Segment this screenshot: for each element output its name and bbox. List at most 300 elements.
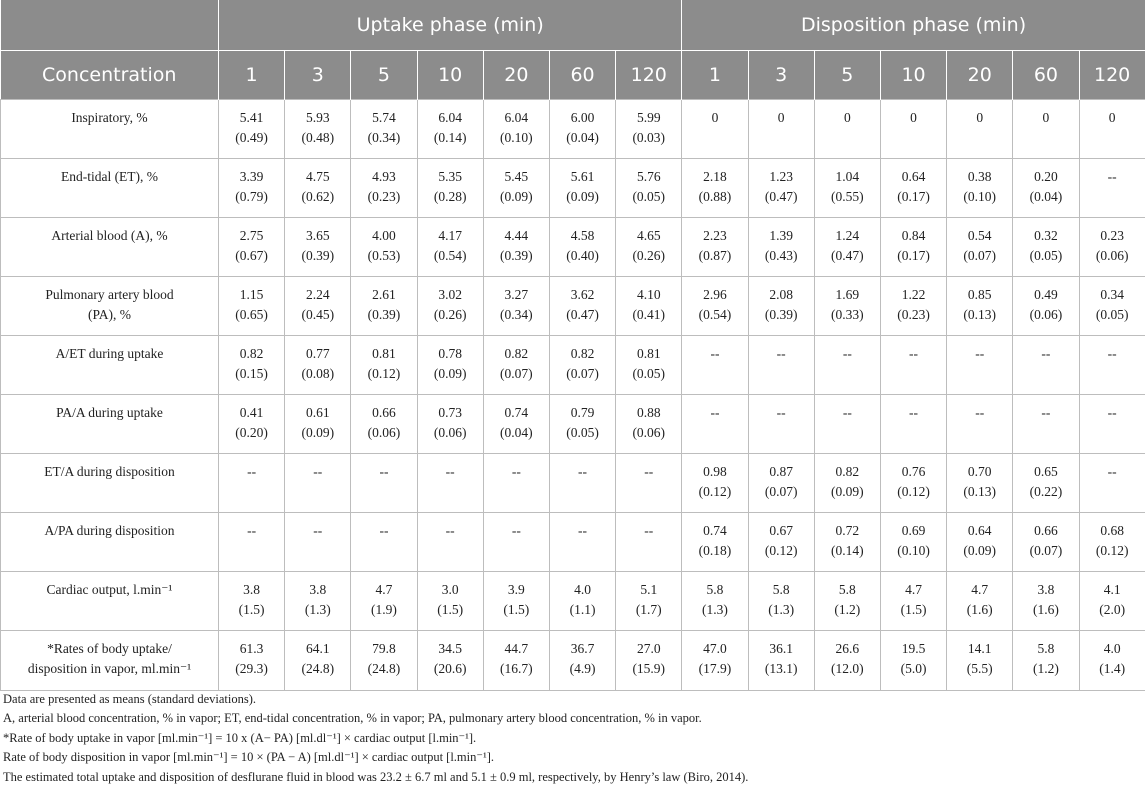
value-cell [285, 336, 351, 395]
sd-value: (0.10) [500, 130, 533, 145]
mean-value: 0 [843, 110, 851, 125]
value-cell [549, 277, 615, 336]
value-cell [219, 631, 285, 691]
sd-value: (0.23) [897, 307, 930, 322]
mean-value: 0 [711, 110, 719, 125]
mean-value: 36.1 [769, 641, 793, 656]
mean-value: -- [1107, 464, 1117, 479]
value-cell [947, 100, 1013, 159]
value-cell [1079, 277, 1145, 336]
mean-value: -- [776, 405, 786, 420]
row-label [1, 336, 219, 395]
row-label-line: A/PA during disposition [44, 523, 175, 538]
mean-value: 0.73 [438, 405, 462, 420]
table-body [1, 100, 1145, 691]
table-row [1, 454, 1145, 513]
mean-value: 26.6 [835, 641, 860, 656]
sd-value: (0.34) [500, 307, 533, 322]
value-cell [285, 572, 351, 631]
mean-value: 0.81 [636, 346, 661, 361]
table-row [1, 159, 1145, 218]
sd-value: (0.08) [301, 366, 335, 381]
value-cell [483, 277, 549, 336]
mean-value: 4.58 [570, 228, 595, 243]
mean-value: 0.78 [438, 346, 462, 361]
header-corner [1, 0, 219, 51]
mean-value: 0.74 [703, 523, 727, 538]
sd-value: (0.10) [963, 189, 997, 204]
sd-value: (0.07) [963, 248, 997, 263]
value-cell [483, 631, 549, 691]
sd-value: (13.1) [764, 661, 798, 676]
value-cell [417, 454, 483, 513]
mean-value: 5.8 [772, 582, 790, 597]
sd-value: (0.47) [764, 189, 798, 204]
mean-value: 0.72 [835, 523, 860, 538]
mean-value: 0.87 [769, 464, 793, 479]
value-cell [1013, 159, 1079, 218]
mean-value: 0.82 [239, 346, 264, 361]
value-cell [616, 100, 682, 159]
mean-value: 0.66 [1034, 523, 1058, 538]
mean-value: 1.22 [901, 287, 926, 302]
sd-value: (0.88) [698, 189, 732, 204]
value-cell [1079, 336, 1145, 395]
value-cell [748, 395, 814, 454]
value-cell [417, 218, 483, 277]
mean-value: -- [1107, 405, 1117, 420]
mean-value: 4.93 [372, 169, 396, 184]
mean-value: 5.8 [706, 582, 724, 597]
value-cell [351, 277, 417, 336]
table-row [1, 631, 1145, 691]
sd-value: (0.05) [1029, 248, 1063, 263]
mean-value: 4.7 [375, 582, 393, 597]
value-cell [814, 454, 880, 513]
value-cell [880, 100, 946, 159]
mean-value: 5.8 [1037, 641, 1055, 656]
mean-value: 4.7 [971, 582, 989, 597]
value-cell [814, 218, 880, 277]
uptake-phase-header: Uptake phase (min) [219, 0, 682, 51]
mean-value: 4.0 [1103, 641, 1121, 656]
value-cell [285, 395, 351, 454]
mean-value: 1.23 [769, 169, 793, 184]
mean-value: 3.27 [504, 287, 529, 302]
value-cell [1079, 513, 1145, 572]
value-cell [748, 454, 814, 513]
value-cell [219, 218, 285, 277]
value-cell [616, 454, 682, 513]
value-cell [814, 336, 880, 395]
mean-value: -- [975, 405, 985, 420]
value-cell [1013, 100, 1079, 159]
value-cell [616, 631, 682, 691]
table-row [1, 395, 1145, 454]
value-cell [1079, 100, 1145, 159]
mean-value: 0.32 [1034, 228, 1058, 243]
row-label-line: Cardiac output, l.min⁻¹ [46, 582, 173, 597]
mean-value: 14.1 [967, 641, 992, 656]
sd-value: (0.26) [632, 248, 666, 263]
sd-value: (0.39) [764, 307, 798, 322]
sd-value: (0.39) [367, 307, 401, 322]
value-cell [880, 395, 946, 454]
value-cell [1079, 572, 1145, 631]
sd-value: (0.12) [1095, 543, 1129, 558]
sd-value: (0.07) [1029, 543, 1063, 558]
mean-value: -- [313, 523, 323, 538]
row-label [1, 631, 219, 691]
value-cell [947, 572, 1013, 631]
mean-value: 4.7 [905, 582, 922, 597]
sd-value: (0.41) [632, 307, 666, 322]
mean-value: 5.1 [640, 582, 658, 597]
mean-value: 6.00 [570, 110, 595, 125]
footnote-line: *Rate of body uptake in vapor [ml.min⁻¹] = 10 x (A− PA) [ml.dl⁻¹] × cardiac output [l.min⁻¹]. [3, 730, 477, 745]
value-cell [285, 100, 351, 159]
sd-value: (0.28) [433, 189, 467, 204]
mean-value: 0.74 [504, 405, 529, 420]
mean-value: 4.17 [438, 228, 462, 243]
value-cell [1079, 395, 1145, 454]
value-cell [285, 631, 351, 691]
value-cell [483, 572, 549, 631]
value-cell [549, 218, 615, 277]
mean-value: 0.69 [901, 523, 926, 538]
table-row [1, 277, 1145, 336]
mean-value: 0 [976, 110, 984, 125]
uptake-time-header: 10 [417, 51, 483, 100]
mean-value: 0.82 [504, 346, 529, 361]
table-footnotes [3, 690, 1143, 787]
sd-value: (0.17) [897, 189, 930, 204]
mean-value: -- [909, 346, 919, 361]
sd-value: (0.06) [367, 425, 401, 440]
value-cell [682, 395, 748, 454]
sd-value: (16.7) [500, 661, 533, 676]
mean-value: 0.49 [1034, 287, 1058, 302]
sd-value: (1.5) [900, 602, 927, 617]
value-cell [880, 572, 946, 631]
sd-value: (0.09) [500, 189, 533, 204]
sd-value: (0.05) [632, 366, 666, 381]
sd-value: (5.5) [966, 661, 993, 676]
mean-value: 0.70 [967, 464, 992, 479]
value-cell [682, 100, 748, 159]
mean-value: -- [1107, 346, 1117, 361]
value-cell [549, 395, 615, 454]
sd-value: (1.2) [834, 602, 861, 617]
table-row [1, 218, 1145, 277]
sd-value: (0.06) [1029, 307, 1063, 322]
sd-value: (0.48) [301, 130, 335, 145]
value-cell [748, 572, 814, 631]
sd-value: (0.12) [367, 366, 401, 381]
footnote-line: Data are presented as means (standard deviations). [3, 692, 257, 706]
mean-value: 5.41 [239, 110, 264, 125]
mean-value: 4.1 [1103, 582, 1121, 597]
row-label-line: *Rates of body uptake/ [47, 641, 172, 656]
mean-value: 61.3 [239, 641, 264, 656]
value-cell [351, 631, 417, 691]
value-cell [1013, 513, 1079, 572]
table-row [1, 572, 1145, 631]
value-cell [219, 336, 285, 395]
sd-value: (0.15) [235, 366, 268, 381]
mean-value: -- [247, 464, 257, 479]
value-cell [549, 100, 615, 159]
mean-value: 3.39 [239, 169, 264, 184]
mean-value: -- [379, 523, 389, 538]
mean-value: 1.15 [239, 287, 264, 302]
sd-value: (0.34) [367, 130, 401, 145]
mean-value: 5.74 [372, 110, 396, 125]
value-cell [417, 395, 483, 454]
value-cell [351, 572, 417, 631]
value-cell [483, 159, 549, 218]
mean-value: 0.61 [305, 405, 330, 420]
value-cell [1013, 454, 1079, 513]
value-cell [814, 572, 880, 631]
value-cell [1013, 395, 1079, 454]
sd-value: (0.04) [500, 425, 533, 440]
mean-value: 0.34 [1100, 287, 1124, 302]
value-cell [219, 277, 285, 336]
mean-value: -- [445, 464, 455, 479]
value-cell [1013, 218, 1079, 277]
mean-value: -- [313, 464, 323, 479]
value-cell [682, 631, 748, 691]
value-cell [285, 218, 351, 277]
mean-value: 0.54 [967, 228, 992, 243]
value-cell [880, 513, 946, 572]
value-cell [219, 395, 285, 454]
value-cell [814, 277, 880, 336]
sd-value: (0.07) [566, 366, 599, 381]
sd-value: (1.3) [768, 602, 795, 617]
value-cell [616, 336, 682, 395]
value-cell [1013, 336, 1079, 395]
value-cell [748, 100, 814, 159]
mean-value: 0.88 [636, 405, 661, 420]
sd-value: (0.06) [1095, 248, 1129, 263]
disposition-phase-header: Disposition phase (min) [682, 0, 1145, 51]
sd-value: (0.09) [301, 425, 335, 440]
mean-value: 3.65 [305, 228, 330, 243]
value-cell [351, 100, 417, 159]
value-cell [351, 218, 417, 277]
value-cell [880, 336, 946, 395]
mean-value: 0.98 [703, 464, 727, 479]
mean-value: 1.04 [835, 169, 860, 184]
mean-value: 2.23 [703, 228, 727, 243]
mean-value: -- [644, 464, 654, 479]
sd-value: (2.0) [1099, 602, 1126, 617]
value-cell [219, 159, 285, 218]
value-cell [417, 631, 483, 691]
mean-value: -- [776, 346, 786, 361]
mean-value: 0.82 [835, 464, 860, 479]
mean-value: 5.8 [838, 582, 856, 597]
sd-value: (0.04) [1029, 189, 1063, 204]
uptake-time-header: 3 [285, 51, 351, 100]
mean-value: 4.65 [636, 228, 661, 243]
value-cell [947, 513, 1013, 572]
mean-value: -- [247, 523, 257, 538]
value-cell [417, 513, 483, 572]
sd-value: (1.2) [1032, 661, 1059, 676]
mean-value: -- [578, 464, 588, 479]
disposition-time-header: 10 [880, 51, 946, 100]
sd-value: (0.23) [367, 189, 401, 204]
sd-value: (24.8) [301, 661, 335, 676]
uptake-time-header: 120 [616, 51, 682, 100]
mean-value: 2.08 [769, 287, 793, 302]
uptake-time-header: 5 [351, 51, 417, 100]
mean-value: 1.39 [769, 228, 793, 243]
value-cell [417, 100, 483, 159]
value-cell [748, 218, 814, 277]
row-label-line: Pulmonary artery blood [45, 287, 174, 302]
sd-value: (1.3) [304, 602, 331, 617]
sd-value: (0.54) [433, 248, 467, 263]
mean-value: 19.5 [901, 641, 926, 656]
mean-value: 4.10 [636, 287, 661, 302]
mean-value: 2.18 [703, 169, 727, 184]
mean-value: 5.61 [570, 169, 595, 184]
sd-value: (0.17) [897, 248, 930, 263]
sd-value: (1.7) [635, 602, 662, 617]
row-label [1, 218, 219, 277]
sd-value: (1.5) [437, 602, 464, 617]
value-cell [682, 454, 748, 513]
mean-value: -- [1041, 405, 1051, 420]
value-cell [285, 277, 351, 336]
sd-value: (0.47) [831, 248, 864, 263]
value-cell [549, 631, 615, 691]
mean-value: 0.84 [901, 228, 926, 243]
sd-value: (0.06) [433, 425, 467, 440]
value-cell [880, 159, 946, 218]
sd-value: (17.9) [698, 661, 732, 676]
mean-value: 6.04 [504, 110, 529, 125]
mean-value: 3.8 [243, 582, 261, 597]
mean-value: 3.9 [507, 582, 525, 597]
value-cell [219, 100, 285, 159]
disposition-time-header: 120 [1079, 51, 1145, 100]
mean-value: 64.1 [305, 641, 330, 656]
value-cell [549, 572, 615, 631]
sd-value: (0.05) [1095, 307, 1129, 322]
footnote-line: Rate of body disposition in vapor [ml.min⁻¹] = 10 × (PA − A) [ml.dl⁻¹] × cardiac output [l.min⁻¹]. [3, 750, 495, 765]
mean-value: 3.0 [441, 582, 459, 597]
value-cell [814, 100, 880, 159]
disposition-time-header: 5 [814, 51, 880, 100]
value-cell [219, 513, 285, 572]
mean-value: 0.20 [1034, 169, 1058, 184]
value-cell [880, 218, 946, 277]
value-cell [549, 336, 615, 395]
value-cell [417, 336, 483, 395]
uptake-time-header: 20 [483, 51, 549, 100]
mean-value: -- [842, 346, 852, 361]
value-cell [483, 218, 549, 277]
sd-value: (15.9) [632, 661, 666, 676]
value-cell [549, 454, 615, 513]
mean-value: 2.75 [239, 228, 264, 243]
value-cell [1079, 218, 1145, 277]
sd-value: (1.1) [569, 602, 596, 617]
sd-value: (0.53) [367, 248, 401, 263]
mean-value: -- [445, 523, 455, 538]
value-cell [1013, 277, 1079, 336]
sd-value: (0.09) [433, 366, 467, 381]
sd-value: (0.54) [698, 307, 732, 322]
sd-value: (0.13) [963, 307, 997, 322]
sd-value: (0.33) [831, 307, 864, 322]
sd-value: (0.09) [831, 484, 864, 499]
mean-value: 47.0 [703, 641, 727, 656]
disposition-time-header: 60 [1013, 51, 1079, 100]
sd-value: (0.03) [632, 130, 666, 145]
sd-value: (0.62) [301, 189, 335, 204]
value-cell [880, 454, 946, 513]
sd-value: (0.65) [235, 307, 268, 322]
mean-value: 0.64 [901, 169, 926, 184]
row-label-line: A/ET during uptake [55, 346, 164, 361]
value-cell [748, 336, 814, 395]
footnote-line: A, arterial blood concentration, % in vapor; ET, end-tidal concentration, % in vapor; PA, pulmonary artery blood concentration, % in vapor. [3, 711, 702, 726]
mean-value: 0 [1042, 110, 1050, 125]
mean-value: 5.35 [438, 169, 462, 184]
value-cell [682, 513, 748, 572]
row-label-line: End-tidal (ET), % [60, 169, 159, 184]
row-label-line: disposition in vapor, ml.min⁻¹ [27, 661, 192, 676]
uptake-time-header: 1 [219, 51, 285, 100]
sd-value: (0.05) [632, 189, 666, 204]
value-cell [549, 159, 615, 218]
mean-value: -- [975, 346, 985, 361]
mean-value: -- [1107, 169, 1117, 184]
value-cell [219, 454, 285, 513]
sd-value: (0.07) [500, 366, 533, 381]
sd-value: (0.47) [566, 307, 599, 322]
sd-value: (1.4) [1099, 661, 1126, 676]
sd-value: (0.55) [831, 189, 864, 204]
value-cell [483, 336, 549, 395]
value-cell [748, 159, 814, 218]
mean-value: 0.68 [1100, 523, 1124, 538]
sd-value: (0.06) [632, 425, 666, 440]
mean-value: 44.7 [504, 641, 529, 656]
value-cell [1079, 454, 1145, 513]
value-cell [880, 631, 946, 691]
sd-value: (1.9) [371, 602, 397, 617]
mean-value: -- [578, 523, 588, 538]
sd-value: (0.49) [235, 130, 268, 145]
mean-value: 27.0 [636, 641, 661, 656]
value-cell [483, 100, 549, 159]
mean-value: 0 [910, 110, 917, 125]
value-cell [351, 454, 417, 513]
sd-value: (0.39) [301, 248, 335, 263]
mean-value: 0.66 [372, 405, 396, 420]
value-cell [814, 631, 880, 691]
mean-value: 4.0 [574, 582, 591, 597]
mean-value: 3.8 [309, 582, 327, 597]
mean-value: 0.23 [1100, 228, 1124, 243]
